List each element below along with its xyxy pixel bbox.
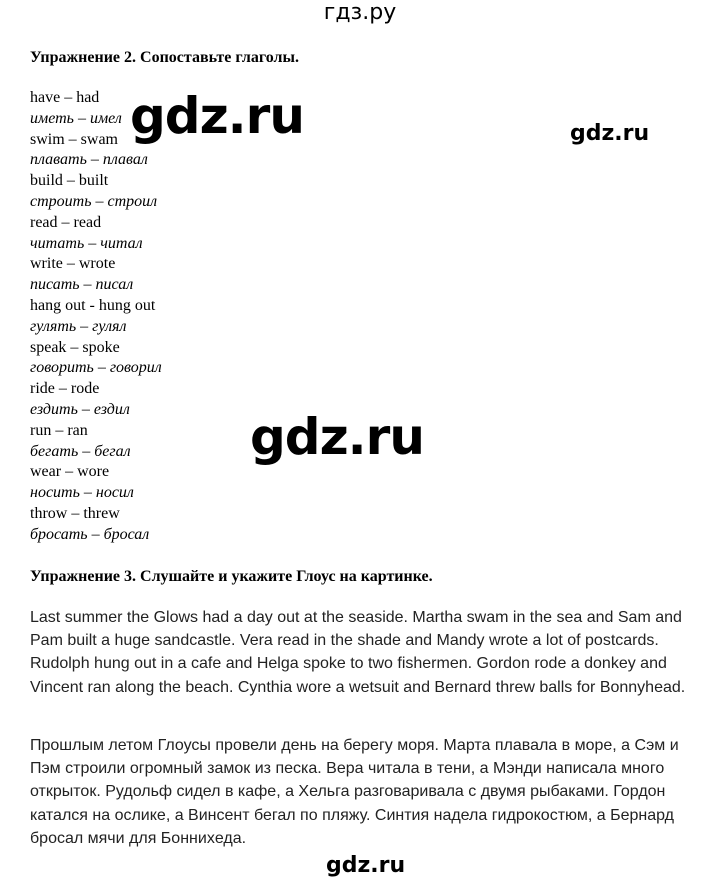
watermark-small: gdz.ru xyxy=(570,121,650,146)
verb-line-translation: писать – писал xyxy=(30,276,134,294)
verb-line-translation: иметь – имел xyxy=(30,109,122,127)
site-header: гдз.ру xyxy=(323,0,397,25)
verb-line: build – built xyxy=(30,172,109,190)
watermark-large: gdz.ru xyxy=(250,408,424,466)
exercise-3-title: Упражнение 3. Слушайте и укажите Глоус на картинке. xyxy=(30,568,433,585)
story-english: Last summer the Glows had a day out at the seaside. Martha swam in the sea and Sam and Pam built a huge sandcastle. Vera read in the shade and Mandy wrote a lot of postcards. Rudolph hung out in a cafe and Helga spoke to two fishermen. Gordon rode a donkey and Vincent ran along the beach. Cynthia wore a wetsuit and Bernard threw balls for Bonnyhead. xyxy=(30,609,686,696)
verb-line: hang out - hung out xyxy=(30,296,156,314)
verb-list xyxy=(30,88,162,546)
verb-line: read – read xyxy=(30,213,102,231)
story-russian: Прошлым летом Глоусы провели день на берегу моря. Марта плавала в море, а Сэм и Пэм строили огромный замок из песка. Вера читала в тени, а Мэнди написала много открыток. Рудольф сидел в кафе, а Хельга разговаривала с двумя рыбаками. Гордон катался на ослике, а Винсент бегал по пляжу. Синтия надела гидрокостюм, а Бернард бросал мячи для Бонниxеда. xyxy=(30,737,679,847)
verb-line: run – ran xyxy=(30,421,88,439)
verb-line: swim – swam xyxy=(30,130,118,148)
verb-line-translation: строить – строил xyxy=(30,192,158,210)
verb-line-translation: читать – читал xyxy=(30,234,143,252)
verb-line-translation: гулять – гулял xyxy=(30,317,127,335)
verb-line: wear – wore xyxy=(30,463,110,481)
exercise-2-title: Упражнение 2. Сопоставьте глаголы. xyxy=(30,49,299,66)
verb-line: have – had xyxy=(30,89,100,106)
verb-line: throw – threw xyxy=(30,504,120,522)
verb-line-translation: бегать – бегал xyxy=(30,442,131,460)
verb-line-translation: ездить – ездил xyxy=(30,400,130,418)
verb-line-translation: бросать – бросал xyxy=(30,525,150,543)
verb-line-translation: плавать – плавал xyxy=(30,151,148,169)
verb-line-translation: носить – носил xyxy=(30,484,134,502)
verb-line: ride – rode xyxy=(30,380,100,398)
verb-line-translation: говорить – говорил xyxy=(30,359,162,377)
watermark-footer: gdz.ru xyxy=(326,853,406,878)
verb-line: write – wrote xyxy=(30,255,116,273)
watermark-large: gdz.ru xyxy=(130,87,304,145)
verb-line: speak – spoke xyxy=(30,338,120,356)
